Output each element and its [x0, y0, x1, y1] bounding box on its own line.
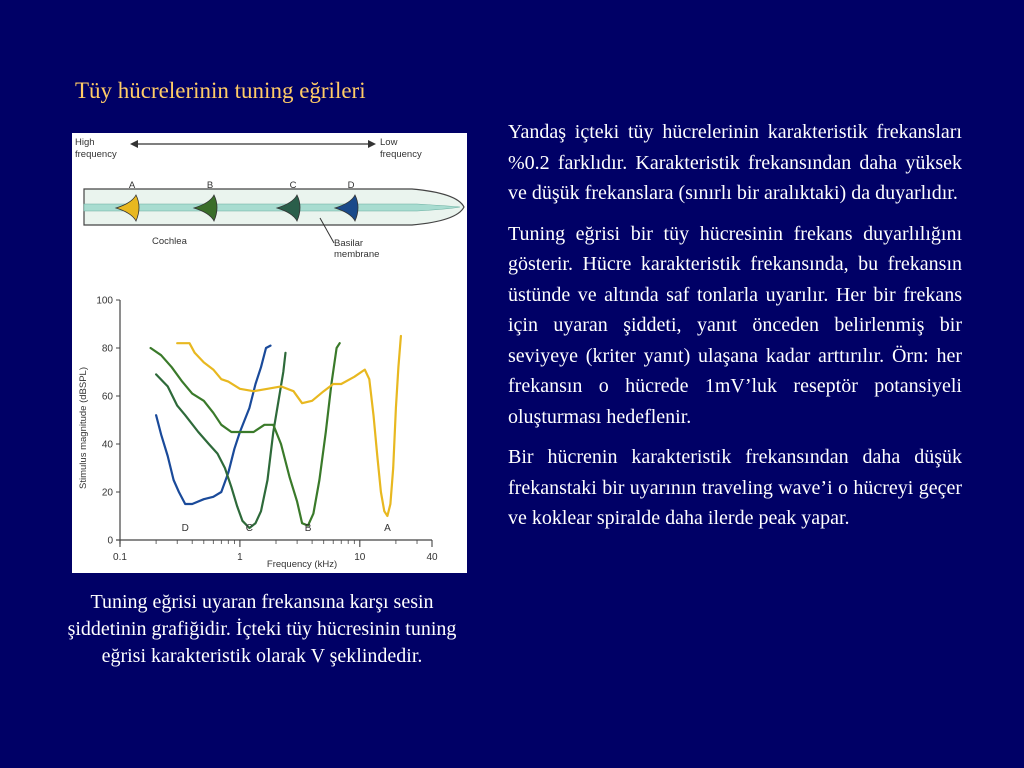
y-tick-label: 0	[107, 535, 113, 547]
cochlea-label: Cochlea	[152, 236, 187, 247]
paragraph-3: Bir hücrenin karakteristik frekansından daha düşük frekanstaki bir uyarının traveling wave’i o hücreyi geçer ve koklear spiralde daha ilerde peak yapar.	[508, 446, 962, 529]
curve-label-a: A	[384, 523, 391, 534]
high-frequency-label-1: High	[75, 137, 95, 148]
cochlea-diagram	[75, 137, 464, 260]
high-frequency-label-2: frequency	[75, 149, 117, 160]
tuning-curve-b	[151, 343, 340, 525]
basilar-membrane-band	[84, 204, 460, 211]
position-label-a: A	[128, 180, 136, 191]
x-tick-label: 10	[354, 552, 366, 563]
y-axis-label: Stimulus magnitude (dBSPL)	[78, 367, 89, 489]
basilar-label-1: Basilar	[334, 238, 364, 249]
figure-svg	[72, 133, 467, 573]
x-tick-label: 0.1	[113, 552, 127, 563]
tuning-curve-a	[177, 336, 401, 516]
curve-label-c: C	[245, 523, 254, 534]
body-text	[508, 117, 962, 544]
position-label-c: C	[289, 180, 297, 191]
curve-label-b: B	[304, 523, 312, 534]
y-tick-label: 20	[101, 487, 113, 499]
position-label-d: D	[347, 180, 355, 191]
y-tick-label: 100	[96, 295, 113, 307]
y-tick-label: 80	[101, 343, 113, 355]
low-frequency-label-2: frequency	[380, 149, 422, 160]
x-tick-label: 40	[426, 552, 438, 563]
figure-caption: Tuning eğrisi uyaran frekansına karşı sesin şiddetinin grafiğidir. İçteki tüy hücresinin tuning eğrisi karakteristik olarak V şeklindedir.	[67, 591, 457, 667]
y-tick-label: 40	[101, 439, 113, 451]
curve-label-d: D	[181, 523, 189, 534]
figure-panel	[72, 133, 467, 573]
basilar-label-2: membrane	[334, 249, 380, 260]
x-axis-label: Frequency (kHz)	[266, 559, 338, 570]
frequency-direction-arrow-icon	[130, 140, 376, 148]
low-frequency-label-1: Low	[380, 137, 398, 148]
y-tick-label: 60	[101, 391, 113, 403]
paragraph-2: Tuning eğrisi bir tüy hücresinin frekans duyarlılığını gösterir. Hücre karakteristik frekansında, bu frekansın üstünde ve altında saf tonlarla uyarılır. Her bir frekans için uyaran şiddeti, yanıt önceden belirlenmiş bir seviyeye (kriter yanıt) ulaşana kadar arttırılır. Örn: her frekansın o hücrede 1mV’luk reseptör potansiyeli oluşturması hedeflenir.	[508, 222, 962, 428]
slide-title: Tüy hücrelerinin tuning eğrileri	[75, 78, 366, 103]
tuning-curve-chart	[78, 296, 438, 571]
position-label-b: B	[206, 180, 214, 191]
paragraph-1: Yandaş içteki tüy hücrelerinin karakteristik frekansları %0.2 farklıdır. Karakteristik frekansından daha yüksek ve düşük frekanslara (sınırlı bir aralıktaki) da duyarlıdır.	[508, 121, 962, 204]
x-tick-label: 1	[237, 552, 243, 563]
